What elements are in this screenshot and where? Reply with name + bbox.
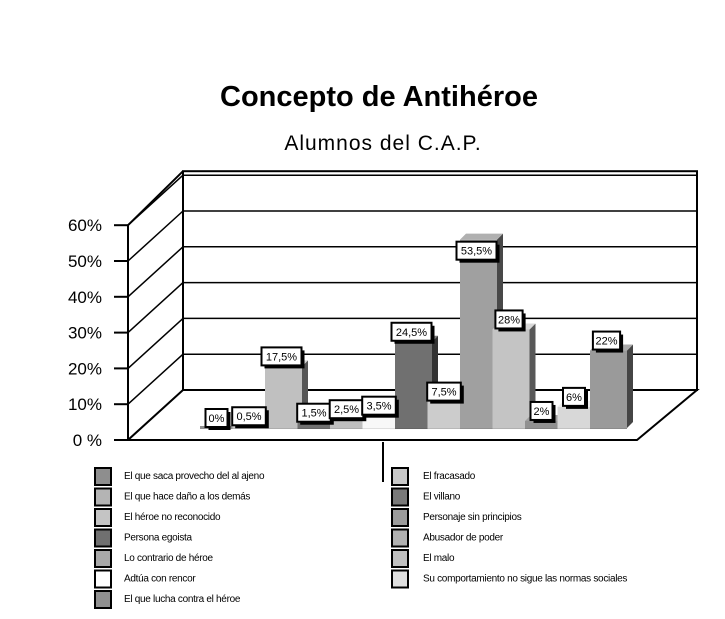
data-label-text: 1,5% <box>301 407 327 420</box>
y-tick-label: 0 % <box>72 431 102 450</box>
y-axis <box>68 216 128 450</box>
data-label-text: 53,5% <box>460 245 493 258</box>
legend-swatch <box>95 468 111 485</box>
legend-swatch <box>95 571 111 588</box>
y-tick-label: 30% <box>67 323 102 343</box>
legend-item <box>95 489 250 506</box>
legend-label: Personaje sin principios <box>423 512 522 523</box>
y-tick-label: 50% <box>67 252 102 271</box>
data-label-text: 7,5% <box>431 386 457 399</box>
legend-label: Su comportamiento no sigue las normas sociales <box>423 573 628 585</box>
legend-swatch <box>95 530 111 547</box>
legend-item <box>95 530 193 547</box>
y-tick-label: 60% <box>67 216 102 236</box>
chart-title: Concepto de Antihéroe <box>220 81 538 113</box>
legend-label: El villano <box>423 491 461 503</box>
legend-item <box>392 468 476 485</box>
legend-item <box>95 591 241 608</box>
legend-swatch <box>95 509 111 526</box>
data-label-text: 0% <box>208 413 225 425</box>
data-label-text: 22% <box>595 335 618 348</box>
data-label-text: 28% <box>497 314 521 327</box>
legend-item <box>392 489 461 506</box>
data-label <box>232 407 269 428</box>
legend-label: El que hace daño a los demás <box>124 491 251 503</box>
data-label <box>262 347 305 368</box>
chart-subtitle: Alumnos del C.A.P. <box>284 132 482 155</box>
y-tick-label: 20% <box>67 359 102 379</box>
legend-label: Persona egoista <box>124 532 192 544</box>
legend-swatch <box>392 550 408 567</box>
wall-top-edge <box>128 171 183 225</box>
legend-swatch <box>392 571 408 588</box>
legend-swatch <box>392 530 408 547</box>
data-label-text: 6% <box>566 391 582 404</box>
y-tick-label: 10% <box>67 395 102 415</box>
data-label <box>531 402 556 423</box>
legend-swatch <box>392 489 408 506</box>
data-label <box>593 332 623 353</box>
bar <box>590 345 633 429</box>
legend-label: El que lucha contra el héroe <box>124 594 241 605</box>
data-label <box>563 388 588 409</box>
data-label <box>206 409 231 430</box>
legend-item <box>95 468 265 485</box>
legend-label: Lo contrario de héroe <box>124 553 213 564</box>
legend-item <box>392 571 627 588</box>
legend-label: Adtúa con rencor <box>124 573 196 585</box>
legend-item <box>95 509 221 526</box>
legend-swatch <box>95 550 111 567</box>
data-label-text: 2,5% <box>333 404 360 417</box>
legend <box>95 442 627 608</box>
bar <box>493 323 536 429</box>
y-tick-label: 40% <box>67 287 102 307</box>
legend-label: Abusador de poder <box>423 532 503 544</box>
data-label-text: 24,5% <box>395 326 428 339</box>
legend-label: El que saca provecho del al ajeno <box>124 471 265 482</box>
data-label-text: 17,5% <box>265 351 298 364</box>
legend-label: El héroe no reconocido <box>124 512 221 523</box>
legend-label: El fracasado <box>423 471 475 482</box>
data-label <box>457 242 500 263</box>
legend-swatch <box>95 591 111 608</box>
data-label <box>427 383 464 404</box>
legend-swatch <box>392 509 408 526</box>
legend-label: El malo <box>423 553 455 564</box>
legend-item <box>95 571 196 588</box>
data-label <box>297 404 334 425</box>
data-label <box>330 400 367 421</box>
legend-item <box>95 550 214 567</box>
legend-item <box>392 550 455 567</box>
data-label <box>495 310 525 331</box>
data-label <box>362 397 399 418</box>
legend-swatch <box>392 468 408 485</box>
legend-item <box>392 509 522 526</box>
legend-item <box>392 530 504 547</box>
data-label-text: 0,5% <box>236 411 262 424</box>
data-label-text: 3,5% <box>366 400 392 413</box>
legend-swatch <box>95 489 111 506</box>
data-label-text: 2% <box>533 405 550 418</box>
data-label <box>392 323 435 344</box>
